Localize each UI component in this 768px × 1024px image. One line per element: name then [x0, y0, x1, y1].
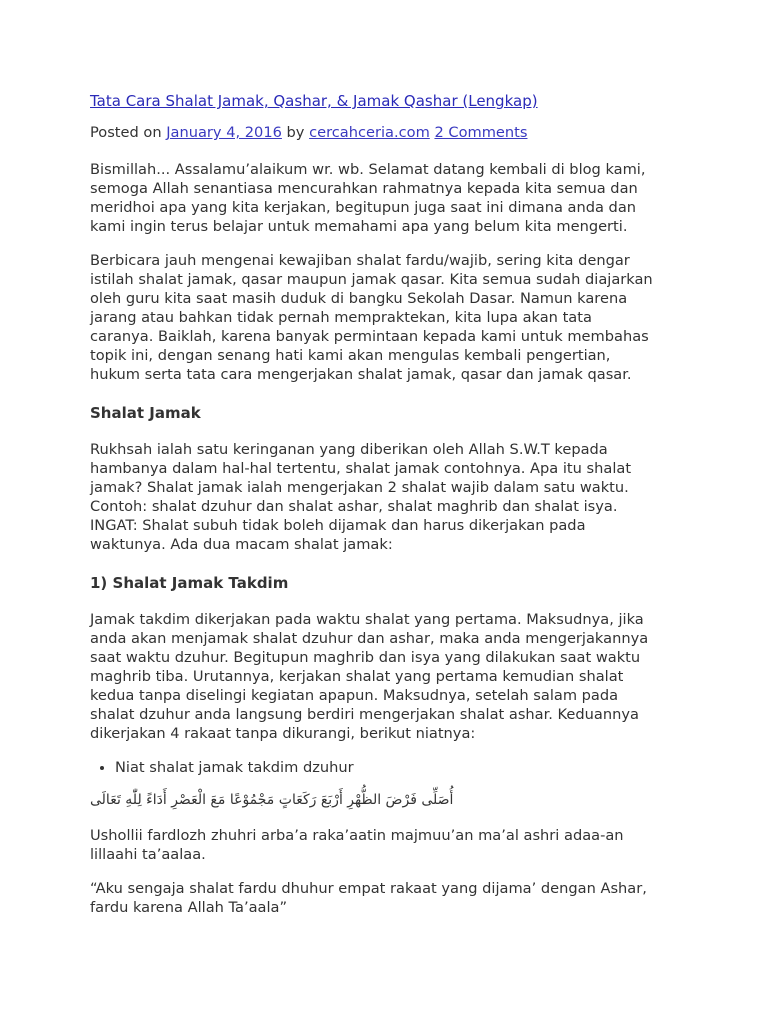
heading-jamak-takdim: 1) Shalat Jamak Takdim [90, 574, 289, 592]
second-paragraph [90, 251, 690, 384]
text-line: jamak? Shalat jamak ialah mengerjakan 2 shalat wajib dalam satu waktu. [90, 479, 629, 496]
text-line: shalat dzuhur anda langsung berdiri mengerjakan shalat ashar. Keduannya [90, 706, 639, 723]
translation-quote [90, 879, 690, 917]
text-line: kedua tanpa diselingi kegiatan apapun. Maksudnya, setelah salam pada [90, 687, 619, 704]
post-meta [90, 123, 690, 142]
text-line: hukum serta tata cara mengerjakan shalat jamak, qasar dan jamak qasar. [90, 366, 632, 383]
article [90, 92, 690, 932]
arabic-niat: أُصَلِّى فَرْضَ الظُّهْرِ أَرْبَعَ رَكَعَاتٍ مَجْمُوْعًا مَعَ الْعَصْرِ أَدَاءً لِلّٰهِ تَعَالَى [90, 792, 454, 808]
text-line: Rukhsah ialah satu keringanan yang diberikan oleh Allah S.W.T kepada [90, 441, 608, 458]
text-line: lillaahi ta’aalaa. [90, 846, 206, 863]
text-line: Contoh: shalat dzuhur dan shalat ashar, shalat maghrib dan shalat isya. [90, 498, 618, 515]
post-title-link[interactable]: Tata Cara Shalat Jamak, Qashar, & Jamak Qashar (Lengkap) [90, 92, 538, 110]
text-line: dikerjakan 4 rakaat tanpa dikurangi, berikut niatnya: [90, 725, 476, 742]
text-line: Ushollii fardlozh zhuhri arba’a raka’aatin majmuu’an ma’al ashri adaa-an [90, 827, 624, 844]
text-line: anda akan menjamak shalat dzuhur dan ashar, maka anda mengerjakannya [90, 630, 649, 647]
text-line: Jamak takdim dikerjakan pada waktu shalat yang pertama. Maksudnya, jika [90, 611, 644, 628]
bullet-list [90, 758, 690, 777]
text-line: istilah shalat jamak, qasar maupun jamak qasar. Kita semua sudah diajarkan [90, 271, 653, 288]
text-line: jarang atau bahkan tidak pernah mempraktekan, kita lupa akan tata [90, 309, 592, 326]
text-line: kami ingin terus belajar untuk memahami apa yang belum kita mengerti. [90, 218, 628, 235]
text-line: Bismillah... Assalamu’alaikum wr. wb. Selamat datang kembali di blog kami, [90, 161, 646, 178]
list-item: • Niat shalat jamak takdim dzuhur [115, 758, 690, 777]
text-line: INGAT: Shalat subuh tidak boleh dijamak dan harus dikerjakan pada [90, 517, 586, 534]
intro-paragraph [90, 160, 690, 236]
text-line: semoga Allah senantiasa mencurahkan rahmatnya kepada kita semua dan [90, 180, 638, 197]
text-line: oleh guru kita saat masih duduk di bangku Sekolah Dasar. Namun karena [90, 290, 628, 307]
by-label: by [286, 124, 305, 141]
posted-on-label: Posted on [90, 124, 162, 141]
jamak-paragraph [90, 440, 690, 554]
heading-shalat-jamak: Shalat Jamak [90, 404, 201, 422]
text-line: saat waktu dzuhur. Begitupun maghrib dan isya yang dilakukan saat waktu [90, 649, 641, 666]
text-line: topik ini, dengan senang hati kami akan mengulas kembali pengertian, [90, 347, 611, 364]
text-line: maghrib tiba. Urutannya, kerjakan shalat yang pertama kemudian shalat [90, 668, 624, 685]
comments-link[interactable]: 2 Comments [434, 124, 528, 141]
post-date-link[interactable]: January 4, 2016 [166, 124, 282, 141]
text-line: fardu karena Allah Ta’aala” [90, 899, 288, 916]
text-line: caranya. Baiklah, karena banyak permintaan kepada kami untuk membahas [90, 328, 649, 345]
text-line: Berbicara jauh mengenai kewajiban shalat fardu/wajib, sering kita dengar [90, 252, 630, 269]
text-line: “Aku sengaja shalat fardu dhuhur empat rakaat yang dijama’ dengan Ashar, [90, 880, 647, 897]
takdim-paragraph [90, 610, 690, 743]
latin-transliteration [90, 826, 690, 864]
author-link[interactable]: cercahceria.com [309, 124, 430, 141]
text-line: hambanya dalam hal-hal tertentu, shalat jamak contohnya. Apa itu shalat [90, 460, 632, 477]
text-line: waktunya. Ada dua macam shalat jamak: [90, 536, 393, 553]
text-line: meridhoi apa yang kita kerjakan, begitupun juga saat ini dimana anda dan [90, 199, 637, 216]
